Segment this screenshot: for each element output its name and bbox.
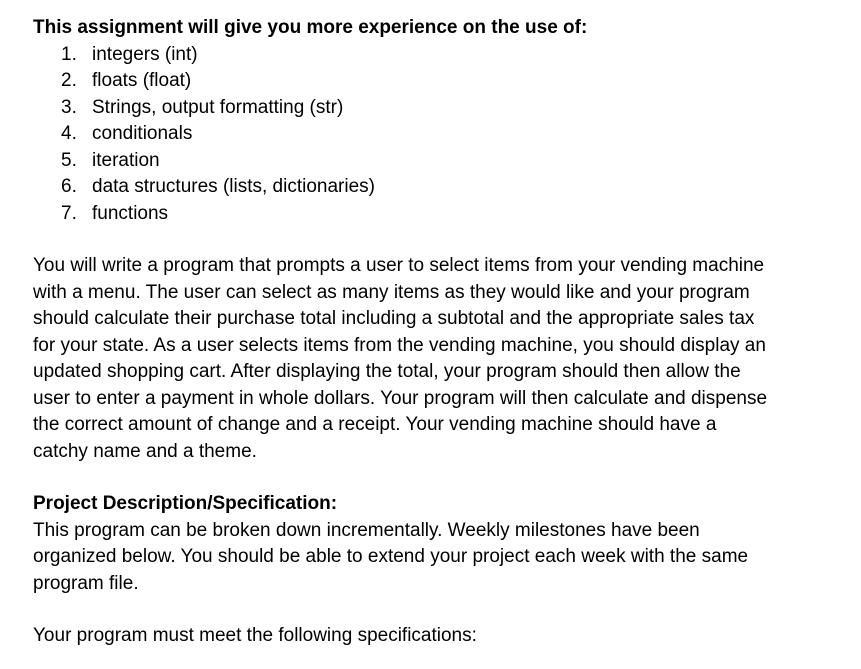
list-item [61,68,833,95]
list-item-text: Strings, output formatting (str) [92,96,344,118]
project-line: organized below. You should be able to extend your project each week with the same [33,546,749,567]
list-item-text: functions [92,202,169,224]
project-line: program file. [33,572,139,594]
list-item-number: 2. [61,70,77,91]
list-item [61,95,833,122]
list-item-number: 3. [61,96,77,118]
list-item-text: conditionals [92,123,193,144]
overview-line: catchy name and a theme. [33,440,257,462]
overview-line: should calculate their purchase total including a subtotal and the appropriate sales tax [33,308,755,329]
list-item [61,148,833,175]
list-item-text: data structures (lists, dictionaries) [92,176,375,197]
overview-line: updated shopping cart. After displaying the total, your program should then allow the [33,361,741,382]
overview-line: for your state. As a user selects items from the vending machine, you should display an [33,334,766,356]
overview-paragraph [33,253,833,465]
list-item [61,174,833,201]
overview-line: the correct amount of change and a receipt. Your vending machine should have a [33,414,717,435]
topics-list [33,42,833,228]
list-item-number: 4. [61,123,77,144]
overview-line: user to enter a payment in whole dollars. Your program will then calculate and dispense [33,387,768,409]
list-item [61,42,833,69]
project-paragraph [33,518,833,598]
project-heading: Project Description/Specification: [33,493,338,514]
list-item-number: 7. [61,202,77,224]
list-item-number: 1. [61,43,77,65]
list-item [61,121,833,148]
specs-intro: Your program must meet the following specifications: [33,625,477,646]
list-item-number: 5. [61,149,77,171]
list-item-text: floats (float) [92,70,192,91]
intro-heading: This assignment will give you more experience on the use of: [33,17,588,38]
spacer [33,227,833,253]
list-item-text: integers (int) [92,43,198,65]
overview-line: with a menu. The user can select as many items as they would like and your program [33,281,750,303]
assignment-document [33,15,833,650]
list-item-number: 6. [61,176,77,197]
overview-line: You will write a program that prompts a user to select items from your vending machine [33,255,765,276]
spacer [33,465,833,491]
list-item [61,201,833,228]
list-item-text: iteration [92,149,160,171]
project-line: This program can be broken down incrementally. Weekly milestones have been [33,519,700,541]
spacer [33,597,833,623]
